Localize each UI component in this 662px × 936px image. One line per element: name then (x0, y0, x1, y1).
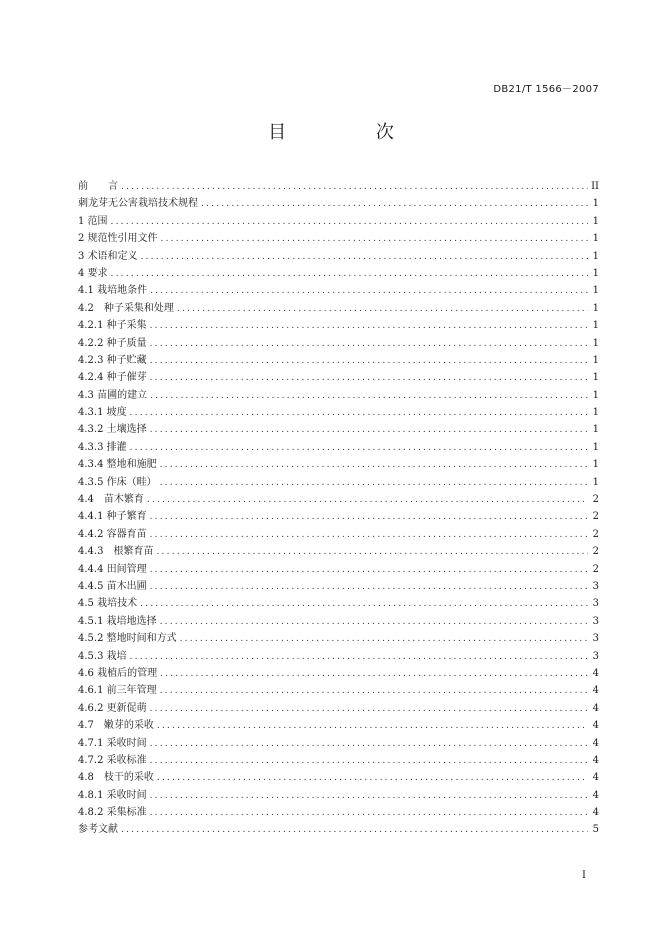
toc-leader-dots (150, 753, 588, 770)
toc-entry[interactable] (78, 735, 599, 752)
toc-entry-page: 2 (592, 494, 599, 506)
toc-entry-label: 4.4.5 苗木出圃 (78, 580, 147, 592)
toc-entry[interactable] (78, 804, 599, 821)
toc-entry-label: 4.3.5 作床（畦） (78, 476, 157, 488)
toc-entry-page: 4 (592, 807, 599, 819)
toc-entry-page: 3 (592, 633, 599, 645)
toc-entry-page: 3 (592, 615, 599, 627)
toc-entry-label: 4.5 栽培技术 (78, 598, 138, 610)
toc-leader-dots (111, 266, 588, 283)
toc-leader-dots (140, 596, 588, 613)
toc-entry-label: 4.2 种子采集和处理 (78, 302, 174, 314)
toc-leader-dots (150, 562, 588, 579)
toc-entry-label: 4.2.2 种子质量 (78, 337, 147, 349)
toc-entry-label: 4.2.4 种子催芽 (78, 372, 147, 384)
toc-leader-dots (150, 788, 588, 805)
toc-entry-label: 4.4 苗木繁育 (78, 494, 144, 506)
toc-entry-label: 4.4.2 容器育苗 (78, 528, 147, 540)
toc-entry-page: 1 (592, 198, 599, 210)
toc-entry-page: 1 (592, 459, 599, 471)
toc-entry[interactable] (78, 282, 599, 299)
toc-entry-label: 4.5.2 整地时间和方式 (78, 633, 177, 645)
toc-leader-dots (150, 527, 588, 544)
toc-leader-dots (150, 318, 588, 335)
toc-entry-label: 4.7 嫩芽的采收 (78, 720, 154, 732)
toc-leader-dots (150, 388, 588, 405)
toc-entry[interactable] (78, 248, 599, 265)
toc-entry-page: 3 (592, 598, 599, 610)
toc-entry[interactable] (78, 230, 599, 247)
toc-leader-dots (150, 805, 588, 822)
toc-entry-label: 参考文献 (78, 824, 118, 836)
toc-leader-dots (160, 683, 588, 700)
toc-entry[interactable] (78, 665, 599, 682)
toc-entry[interactable] (78, 595, 599, 612)
toc-leader-dots (141, 249, 588, 266)
toc-entry-page: 1 (592, 267, 599, 279)
toc-leader-dots (160, 475, 588, 492)
toc-leader-dots (177, 301, 588, 318)
toc-leader-dots (150, 370, 588, 387)
toc-entry[interactable] (78, 491, 599, 508)
toc-entry-page: 5 (592, 824, 599, 836)
toc-entry-label: 4.4.4 田间管理 (78, 563, 147, 575)
toc-entry-page: 2 (592, 528, 599, 540)
toc-entry[interactable] (78, 752, 599, 769)
toc-entry-page: 1 (592, 250, 599, 262)
toc-entry[interactable] (78, 439, 599, 456)
toc-entry[interactable] (78, 769, 599, 786)
toc-leader-dots (150, 701, 588, 718)
toc-leader-dots (156, 544, 588, 561)
toc-leader-dots (150, 736, 588, 753)
toc-entry-label: 4.6.2 更新促萌 (78, 702, 147, 714)
toc-entry-page: 1 (592, 215, 599, 227)
toc-entry[interactable] (78, 317, 599, 334)
toc-entry-label: 2 规范性引用文件 (78, 233, 158, 245)
toc-entry-page: 1 (592, 407, 599, 419)
toc-leader-dots (160, 457, 588, 474)
toc-entry[interactable] (78, 195, 599, 212)
toc-entry-page: 4 (592, 702, 599, 714)
toc-entry[interactable] (78, 265, 599, 282)
toc-leader-dots (157, 718, 588, 735)
toc-leader-dots (180, 631, 588, 648)
toc-entry-label: 4.3.4 整地和施肥 (78, 459, 157, 471)
toc-entry[interactable] (78, 682, 599, 699)
toc-entry[interactable] (78, 821, 599, 838)
toc-leader-dots (130, 440, 588, 457)
toc-entry-label: 4.5.3 栽培 (78, 650, 127, 662)
toc-entry-page: 3 (592, 650, 599, 662)
toc-leader-dots (150, 509, 588, 526)
toc-entry-label: 4.8.2 采集标准 (78, 807, 147, 819)
toc-entry-page: 1 (592, 320, 599, 332)
toc-entry-label: 3 术语和定义 (78, 250, 138, 262)
toc-entry-page: 4 (592, 789, 599, 801)
toc-entry[interactable] (78, 456, 599, 473)
toc-leader-dots (111, 214, 588, 231)
toc-entry-page: II (591, 181, 599, 192)
toc-entry-page: 1 (592, 354, 599, 366)
toc-entry-page: 4 (592, 772, 599, 784)
page-number: I (582, 870, 586, 881)
toc-entry-page: 3 (592, 580, 599, 592)
toc-entry-label: 4.6.1 前三年管理 (78, 685, 157, 697)
toc-entry[interactable] (78, 630, 599, 647)
toc-entry[interactable] (78, 700, 599, 717)
toc-entry-page: 1 (592, 233, 599, 245)
document-code: DB21/T 1566－2007 (493, 84, 599, 95)
page-title-text: 目 次 (268, 122, 436, 143)
toc-leader-dots (130, 649, 588, 666)
toc-entry[interactable] (78, 787, 599, 804)
toc-entry-page: 1 (592, 285, 599, 297)
toc-entry[interactable] (78, 717, 599, 734)
toc-entry[interactable] (78, 421, 599, 438)
toc-leader-dots (147, 492, 588, 509)
toc-entry[interactable] (78, 369, 599, 386)
toc-entry-page: 1 (592, 372, 599, 384)
page-title (0, 118, 662, 144)
toc-entry[interactable] (78, 613, 599, 630)
toc-entry-page: 4 (592, 720, 599, 732)
toc-entry[interactable] (78, 474, 599, 491)
toc-entry-label: 4.3.2 土壤选择 (78, 424, 147, 436)
toc-entry-page: 1 (592, 337, 599, 349)
toc-entry[interactable] (78, 213, 599, 230)
toc-entry-page: 2 (592, 563, 599, 575)
toc-entry-page: 4 (592, 754, 599, 766)
toc-leader-dots (121, 822, 588, 839)
toc-entry-label: 4.3.1 坡度 (78, 407, 127, 419)
toc-entry-label: 前 言 (78, 181, 118, 192)
toc-entry-label: 4.5.1 栽培地选择 (78, 615, 157, 627)
toc-entry-label: 4.8 枝干的采收 (78, 772, 154, 784)
toc-leader-dots (121, 179, 588, 196)
toc-entry-label: 4.2.1 种子采集 (78, 320, 147, 332)
toc-entry-label: 4.3.3 排灌 (78, 441, 127, 453)
toc-leader-dots (150, 579, 588, 596)
toc-leader-dots (157, 770, 588, 787)
toc-entry-page: 1 (592, 302, 599, 314)
toc-entry[interactable] (78, 404, 599, 421)
toc-entry-label: 4.7.1 采收时间 (78, 737, 147, 749)
toc-entry[interactable] (78, 526, 599, 543)
toc-entry-label: 4.2.3 种子贮藏 (78, 354, 147, 366)
toc-leader-dots (150, 422, 588, 439)
toc-entry-label: 刺龙芽无公害栽培技术规程 (78, 198, 198, 210)
toc-entry[interactable] (78, 543, 599, 560)
toc-leader-dots (130, 405, 588, 422)
table-of-contents (78, 178, 599, 839)
toc-entry-page: 1 (592, 389, 599, 401)
toc-entry-label: 1 范围 (78, 215, 108, 227)
toc-entry-page: 2 (592, 546, 599, 558)
toc-leader-dots (150, 336, 588, 353)
toc-entry-label: 4 要求 (78, 267, 108, 279)
toc-entry-label: 4.4.3 根繁育苗 (78, 546, 154, 558)
toc-leader-dots (150, 353, 588, 370)
toc-entry-label: 4.1 栽培地条件 (78, 285, 148, 297)
toc-entry[interactable] (78, 648, 599, 665)
toc-entry-page: 2 (592, 511, 599, 523)
toc-entry-page: 1 (592, 476, 599, 488)
toc-leader-dots (201, 196, 588, 213)
toc-entry[interactable] (78, 178, 599, 195)
toc-leader-dots (160, 666, 588, 683)
toc-entry[interactable] (78, 387, 599, 404)
toc-entry-page: 4 (592, 685, 599, 697)
toc-entry-page: 4 (592, 667, 599, 679)
toc-entry[interactable] (78, 335, 599, 352)
toc-entry[interactable] (78, 300, 599, 317)
toc-entry[interactable] (78, 352, 599, 369)
toc-entry[interactable] (78, 578, 599, 595)
toc-entry-label: 4.3 苗圃的建立 (78, 389, 148, 401)
toc-entry-label: 4.4.1 种子繁育 (78, 511, 147, 523)
toc-leader-dots (160, 614, 588, 631)
toc-entry[interactable] (78, 561, 599, 578)
toc-entry-page: 4 (592, 737, 599, 749)
toc-entry-page: 1 (592, 424, 599, 436)
toc-entry[interactable] (78, 508, 599, 525)
toc-entry-page: 1 (592, 441, 599, 453)
toc-leader-dots (150, 283, 588, 300)
toc-entry-label: 4.6 栽植后的管理 (78, 667, 158, 679)
toc-entry-label: 4.7.2 采收标准 (78, 754, 147, 766)
toc-leader-dots (161, 231, 588, 248)
toc-entry-label: 4.8.1 采收时间 (78, 789, 147, 801)
